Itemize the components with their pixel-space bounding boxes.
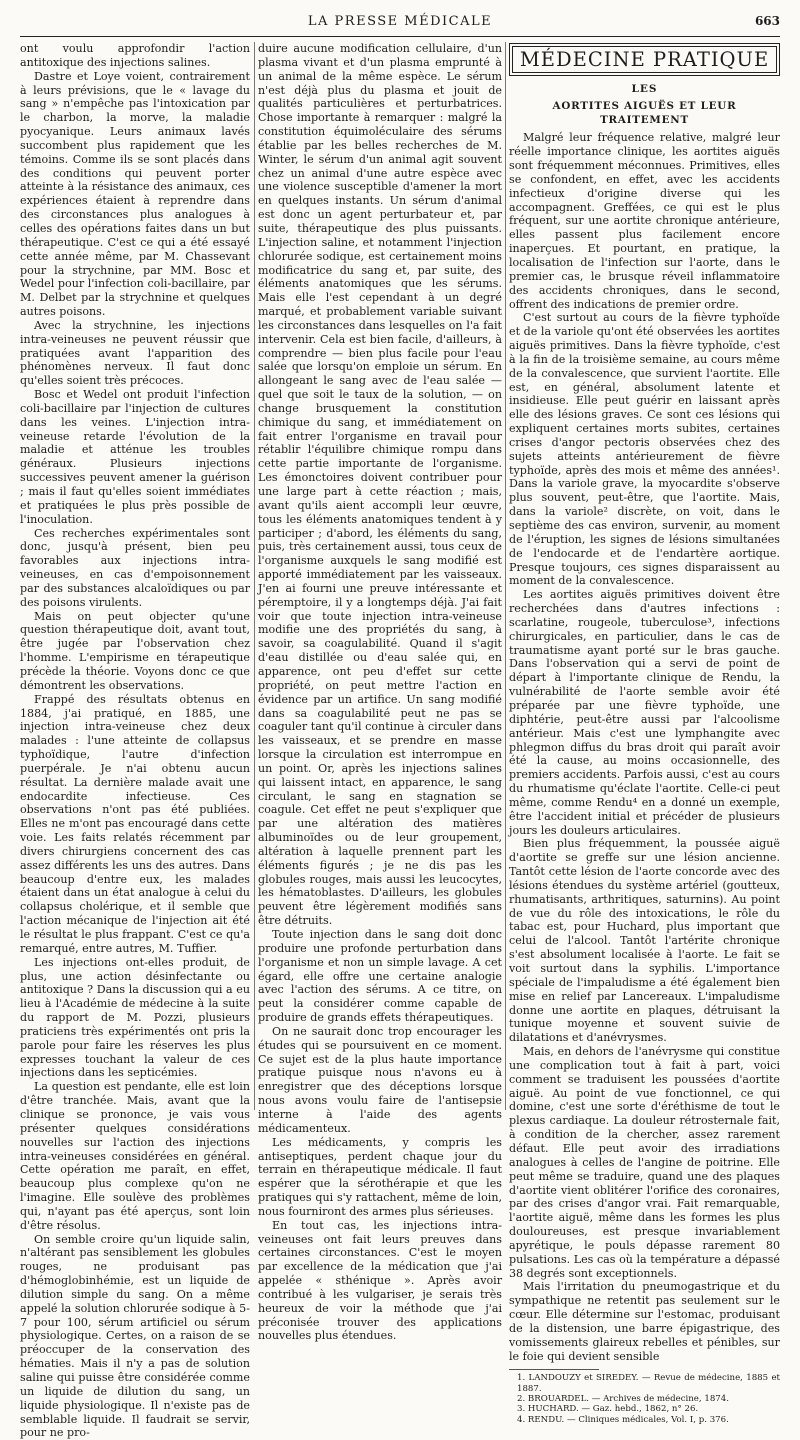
column-middle [258, 42, 502, 1343]
column-left [20, 42, 250, 1440]
column-right [509, 42, 780, 1425]
paragraph: Les aortites aiguës primitives doivent être recherchées dans d'autres infections : scarlatine, rougeole, tuberculose³, infections chirurgicales, en particulier, dans le cas de traumatisme ayant porté sur le bras gauche. Dans l'observation qui a servi de point de départ à l'importante clinique de Rendu, la vulnérabilité de l'aorte semble avoir été préparée par une fièvre typhoïde, une diphtérie, peut-être aussi par l'alcoolisme antérieur. Mais c'est une lymphangite avec phlegmon diffus du bras droit qui paraît avoir été la cause, au moins occasionnelle, des premiers accidents. Parfois aussi, c'est au cours du rhumatisme qu'éclate l'aortite. Celle-ci peut même, comme Rendu⁴ en a donné un exemple, être l'accident initial et précéder de plusieurs jours les douleurs articulaires. [509, 588, 780, 837]
paragraph: La question est pendante, elle est loin d'être tranchée. Mais, avant que la clinique se prononce, je vais vous présenter quelques considérations nouvelles sur l'action des injections intra-veineuses considérées en général. Cette opération me paraît, en effet, beaucoup plus complexe qu'on ne l'imagine. Elle soulève des problèmes qui, n'ayant pas été aperçus, sont loin d'être résolus. [20, 1080, 250, 1232]
paragraph: Les injections ont-elles produit, de plus, une action désinfectante ou antitoxique ? Dans la discussion qui a eu lieu à l'Académie de médecine à la suite du rapport de M. Pozzi, plusieurs praticiens très expérimentés ont pris la parole pour faire les réserves les plus expresses touchant la valeur de ces injections dans les septicémies. [20, 955, 250, 1080]
paragraph: Les médicaments, y compris les antiseptiques, perdent chaque jour du terrain en thérapeutique médicale. Il faut espérer que la sérothérapie et que les pratiques qui s'y rattachent, même de loin, nous fourniront des armes plus sérieuses. [258, 1135, 502, 1218]
page-number: 663 [754, 14, 780, 28]
footnote: 2. BROUARDEL. — Archives de médecine, 1874. [517, 1394, 729, 1405]
column-divider [254, 42, 255, 1110]
paragraph: ont voulu approfondir l'action antitoxique des injections salines. [20, 42, 250, 69]
paragraph: Bien plus fréquemment, la poussée aiguë d'aortite se greffe sur une lésion ancienne. Tantôt cette lésion de l'aorte concorde avec des lésions étendues du système artériel (goutteux, rhumatisants, arthritiques, saturnins). Au point de vue du rôle des intoxications, le rôle du tabac est, pour Huchard, plus important que celui de l'alcool. Tantôt l'artérite chronique s'est absolument localisée à l'aorte. Le fait se voit surtout dans la syphilis. L'importance spéciale de l'impaludisme a été également bien mise en relief par Lancereaux. L'impaludisme donne une aortite en plaques, détruisant la tunique moyenne et souvent suivie de dilatations et d'anévrysmes. [509, 837, 780, 1045]
footnote-rule [509, 1369, 599, 1370]
paragraph: On ne saurait donc trop encourager les études qui se poursuivent en ce moment. Ce sujet est de la plus haute importance pratique puisque nous n'avons eu à enregistrer que des déceptions lorsque nous avons voulu faire de l'antisepsie interne à l'aide des agents médicamenteux. [258, 1024, 502, 1135]
paragraph: Malgré leur fréquence relative, malgré leur réelle importance clinique, les aortites aiguës sont fréquemment méconnues. Primitives, elles se confondent, en effet, avec les accidents infectieux d'origine diverse qui les accompagnent. Greffées, ce qui est le plus fréquent, sur une aortite chronique antérieure, elles passent plus facilement encore inaperçues. Et pourtant, en pratique, la localisation de l'infection sur l'aorte, dans le premier cas, le brusque réveil inflammatoire des accidents chroniques, dans le second, offrent des indications de premier ordre. [509, 131, 780, 311]
paragraph: Toute injection dans le sang doit donc produire une profonde perturbation dans l'organisme et non un simple lavage. A cet égard, elle offre une certaine analogie avec l'action des sérums. A ce titre, on peut la considérer comme capable de produire de grands effets thérapeutiques. [258, 928, 502, 1025]
paragraph: Mais on peut objecter qu'une question thérapeutique doit, avant tout, être jugée par l'observation chez l'homme. L'empirisme en térapeutique précède la théorie. Voyons donc ce que démontrent les observations. [20, 609, 250, 692]
header-rule [20, 36, 780, 37]
paragraph: Mais, en dehors de l'anévrysme qui constitue une complication tout à fait à part, voici comment se traduisent les poussées d'aortite aiguë. Au point de vue fonctionnel, ce qui domine, c'est une sorte d'éréthisme de tout le plexus cardiaque. La douleur rétrosternale fait, à condition de la chercher, assez rarement défaut. Elle peut avoir des irradiations analogues à celles de l'angine de poitrine. Elle peut même se traduire, quand une des plaques d'aortite vient oblitérer l'orifice des coronaires, par des crises d'angor vrai. Fait remarquable, l'aortite aiguë, même dans les formes les plus douloureuses, est presque invariablement apyrétique, le pouls dépasse rarement 80 pulsations. Les cas où la température a dépassé 38 degrés sont exceptionnels. [509, 1045, 780, 1280]
paragraph: C'est surtout au cours de la fièvre typhoïde et de la variole qu'ont été observées les aortites aiguës primitives. Dans la fièvre typhoïde, c'est à la fin de la troisième semaine, au cours même de la convalescence, que survient l'aortite. Elle est, en général, absolument latente et insidieuse. Elle peut guérir en laissant après elle des lésions graves. Ce sont ces lésions qui expliquent certaines morts subites, certaines crises d'angor pectoris observées chez des sujets atteints antérieurement de fièvre typhoïde, après des mois et même des années¹. Dans la variole grave, la myocardite s'observe plus souvent, peut-être, que l'aortite. Mais, dans la variole² discrète, on voit, dans le septième des cas environ, survenir, au moment de l'éruption, les signes de lésions simultanées de l'endocarde et de l'endartère aortique. Presque toujours, ces signes disparaissent au moment de la convalescence. [509, 311, 780, 588]
paragraph: En tout cas, les injections intra-veineuses ont fait leurs preuves dans certaines circonstances. C'est le moyen par excellence de la médication que j'ai appelée « sthénique ». Après avoir contribué à les vulgariser, je serais très heureux de voir la méthode que j'ai préconisée trouver des applications nouvelles plus étendues. [258, 1218, 502, 1343]
paragraph: Bosc et Wedel ont produit l'infection coli-bacillaire par l'injection de cultures dans les veines. L'injection intra-veineuse retarde l'évolution de la maladie et atténue les troubles généraux. Plusieurs injections successives peuvent amener la guérison ; mais il faut qu'elles soient immédiates et pratiquées le plus près possible de l'inoculation. [20, 388, 250, 526]
paragraph: Ces recherches expérimentales sont donc, jusqu'à présent, bien peu favorables aux injections intra-veineuses, en cas d'empoisonnement par des substances alcaloïdiques ou par des poisons virulents. [20, 526, 250, 609]
rubric-banner: MÉDECINE PRATIQUE [512, 46, 777, 73]
article-title-prefix: LES [631, 82, 658, 95]
footnote: 1. LANDOUZY et SIREDEY. — Revue de médecine, 1885 et 1887. [517, 1373, 780, 1394]
paragraph: Frappé des résultats obtenus en 1884, j'ai pratiqué, en 1885, une injection intra-veineuse chez deux malades : l'une atteinte de collapsus typhoïdique, l'autre d'infection puerpérale. Je n'ai obtenu aucun résultat. La dernière malade avait une endocardite infectieuse. Ces observations n'ont pas été publiées. Elles ne m'ont pas encouragé dans cette voie. Les faits relatés récemment par divers chirurgiens concernent des cas assez différents les uns des autres. Dans beaucoup d'entre eux, les malades étaient dans un état analogue à celui du collapsus cholérique, et il semble que l'action mécanique de l'injection ait été le résultat le plus frappant. C'est ce qu'a remarqué, entre autres, M. Tuffier. [20, 692, 250, 955]
paragraph: Dastre et Loye voient, contrairement à leurs prévisions, que le « lavage du sang » n'empêche pas l'intoxication par le charbon, la morve, la maladie pyocyanique. Leurs animaux lavés succombent plus rapidement que les témoins. Comme ils se sont placés dans des conditions qui peuvent porter atteinte à la résistance des animaux, ces expériences étaient à reprendre dans des circonstances plus analogues à celles des opérations faites dans un but thérapeutique. C'est ce qui a été essayé cette année même, par M. Chassevant pour la strychnine, par MM. Bosc et Wedel pour l'infection coli-bacillaire, par M. Delbet par la strychnine et quelques autres poisons. [20, 69, 250, 319]
footnote: 3. HUCHARD. — Gaz. hebd., 1862, n° 26. [517, 1404, 699, 1415]
journal-title: LA PRESSE MÉDICALE [307, 14, 493, 29]
running-header [20, 14, 780, 36]
paragraph: On semble croire qu'un liquide salin, n'altérant pas sensiblement les globules rouges, ne produisant pas d'hémoglobinhémie, est un liquide de dilution simple du sang. On a même appelé la solution chlorurée sodique à 5-7 pour 100, sérum artificiel ou sérum physiologique. Certes, on a raison de se préoccuper de la conservation des hématies. Mais il n'y a pas de solution saline qui puisse être considérée comme un liquide de dilution du sang, un liquide physiologique. Il n'existe pas de semblable liquide. Il faudrait se servir, pour ne pro- [20, 1232, 250, 1440]
paragraph: Mais l'irritation du pneumogastrique et du sympathique ne retentit pas seulement sur le cœur. Elle détermine sur l'estomac, produisant de la distension, une barre épigastrique, des vomissements glaireux rebelles et pénibles, sur le foie qui devient sensible [509, 1280, 780, 1363]
article-title: AORTITES AIGUËS ET LEUR TRAITEMENT [552, 99, 737, 126]
footnote: 4. RENDU. — Cliniques médicales, Vol. I, p. 376. [517, 1414, 729, 1425]
paragraph: duire aucune modification cellulaire, d'un plasma vivant et d'un plasma emprunté à un animal de la même espèce. Le sérum n'est déjà plus du plasma et jouit de qualités particulières et perturbatrices. Chose importante à remarquer : malgré la constitution équimoléculaire des sérums établie par les belles recherches de M. Winter, le sérum d'un animal agit souvent chez un animal d'une autre espèce avec une violence susceptible d'amener la mort en quelques instants. Un sérum d'animal est donc un agent perturbateur et, par suite, thérapeutique des plus puissants. L'injection saline, et notamment l'injection chlorurée sodique, est certainement moins modificatrice du sang et, par suite, des éléments anatomiques que les sérums. Mais elle l'est cependant à un degré marqué, et probablement variable suivant les circonstances dans lesquelles on l'a fait intervenir. Cela est bien facile, d'ailleurs, à comprendre — bien plus facile pour l'eau salée que lorsqu'on emploie un sérum. En allongeant le sang avec de l'eau salée — quel que soit le taux de la solution, — on change brusquement la constitution chimique du sang, et immédiatement on fait entrer l'organisme en travail pour rétablir l'équilibre chimique rompu dans cette partie importante de l'organisme. Les émonctoires doivent contribuer pour une large part à cette réaction ; mais, avant qu'ils aient accompli leur œuvre, tous les éléments anatomiques tendent à y participer ; d'abord, les éléments du sang, puis, très certainement aussi, tous ceux de l'organisme auxquels le sang modifié est apporté immédiatement par les vaisseaux. J'en ai fourni une preuve intéressante et péremptoire, il y a longtemps déjà. J'ai fait voir que toute injection intra-veineuse modifie une des propriétés du sang, à savoir, sa coagulabilité. Quand il s'agit d'eau distillée ou d'eau salée qui, en apparence, ont peu d'effet sur cette propriété, on peut mettre l'action en évidence par un artifice. Un sang modifié dans sa coagulabilité peut ne pas se coaguler tant qu'il continue à circuler dans les vaisseaux, et se prendre en masse lorsque la circulation est interrompue en un point. Or, après les injections salines qui laissent intact, en apparence, le sang circulant, le sang en stagnation se coagule. Cet effet ne peut s'expliquer que par une altération des matières albuminoïdes ou de leur groupement, altération à laquelle prennent part les éléments figurés ; je ne dis pas les globules rouges, mais aussi les leucocytes, les hématoblastes. D'ailleurs, les globules peuvent être légèrement modifiés sans être détruits. [258, 42, 502, 928]
paragraph: Avec la strychnine, les injections intra-veineuses ne peuvent réussir que pratiquées avant l'apparition des phénomènes nerveux. Il faut donc qu'elles soient très précoces. [20, 318, 250, 388]
footnotes [509, 1373, 780, 1424]
column-divider [505, 42, 506, 1110]
